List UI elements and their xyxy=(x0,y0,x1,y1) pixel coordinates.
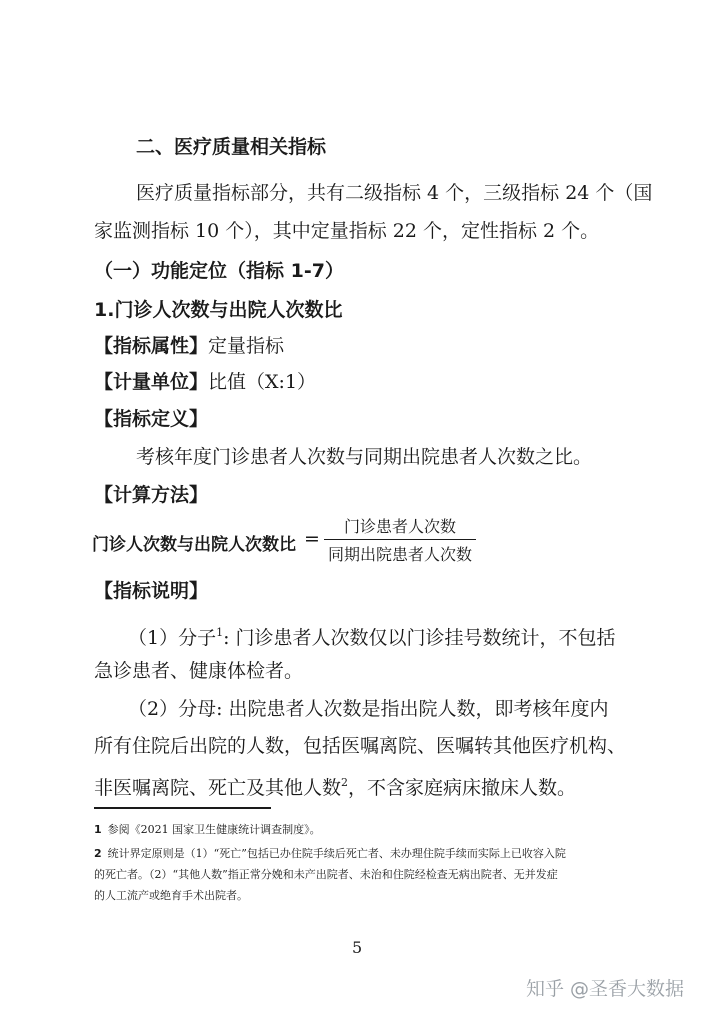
formula-lhs: 门诊人次数与出院人次数比 xyxy=(92,535,296,555)
measurement-unit xyxy=(94,369,316,395)
fraction-bar xyxy=(324,539,476,540)
page-number: 5 xyxy=(352,938,363,957)
footnote-1 xyxy=(94,822,321,838)
subsection-title: （一）功能定位（指标 1-7） xyxy=(94,260,344,282)
footnote-ref-1[interactable]: 1 xyxy=(216,626,224,639)
watermark: 知乎 @圣香大数据 xyxy=(526,978,685,1000)
formula-numerator: 门诊患者人次数 xyxy=(343,517,456,536)
formula-denominator: 同期出院患者人次数 xyxy=(327,545,472,564)
footnote-2-line-1: 统计界定原则是（1）“死亡”包括已办住院手续后死亡者、未办理住院手续而实际上已收容入院 xyxy=(107,847,566,860)
footnote-2-number: 2 xyxy=(94,847,102,860)
indicator-attribute xyxy=(94,333,284,359)
footnote-separator xyxy=(94,807,271,809)
footnote-1-text: 参阅《2021 国家卫生健康统计调查制度》。 xyxy=(107,823,321,836)
definition-text: 考核年度门诊患者人次数与同期出院患者人次数之比。 xyxy=(136,446,593,468)
definition-label: 【指标定义】 xyxy=(94,408,209,430)
calculation-label: 【计算方法】 xyxy=(94,484,209,506)
note-1-line-2: 急诊患者、健康体检者。 xyxy=(94,660,304,682)
explanation-label: 【指标说明】 xyxy=(94,580,209,602)
section-title: 二、医疗质量相关指标 xyxy=(136,136,327,158)
formula-equals: = xyxy=(304,528,320,550)
note-1-prefix: （1）分子 xyxy=(128,627,217,649)
note-1-text: : 门诊患者人次数仅以门诊挂号数统计，不包括 xyxy=(223,627,616,649)
note-2-text-b: ，不含家庭病床撤床人数。 xyxy=(348,777,577,799)
note-2-line-3 xyxy=(94,770,576,801)
indicator-title: 1.门诊人次数与出院人次数比 xyxy=(94,299,343,321)
note-2-text-a: 非医嘱离院、死亡及其他人数 xyxy=(94,777,342,799)
attribute-label: 【指标属性】 xyxy=(94,335,209,357)
attribute-value: 定量指标 xyxy=(208,335,285,357)
note-2-line-1: （2）分母: 出院患者人次数是指出院人数，即考核年度内 xyxy=(128,698,609,720)
unit-label: 【计量单位】 xyxy=(94,371,209,393)
footnote-2 xyxy=(94,846,566,862)
note-1-line-1 xyxy=(128,620,616,651)
intro-line-2: 家监测指标 10 个），其中定量指标 22 个，定性指标 2 个。 xyxy=(94,220,600,242)
intro-line-1: 医疗质量指标部分，共有二级指标 4 个，三级指标 24 个（国 xyxy=(136,182,653,204)
unit-value: 比值（X:1） xyxy=(208,371,317,393)
footnote-2-line-2: 的死亡者。（2）“其他人数”指正常分娩和未产出院者、未治和住院经检查无病出院者、无并发症 xyxy=(94,868,558,881)
note-2-line-2: 所有住院后出院的人数，包括医嘱离院、医嘱转其他医疗机构、 xyxy=(94,735,627,757)
footnote-1-number: 1 xyxy=(94,823,102,836)
footnote-2-line-3: 的人工流产或绝育手术出院者。 xyxy=(94,889,248,902)
footnote-ref-2[interactable]: 2 xyxy=(341,776,349,789)
